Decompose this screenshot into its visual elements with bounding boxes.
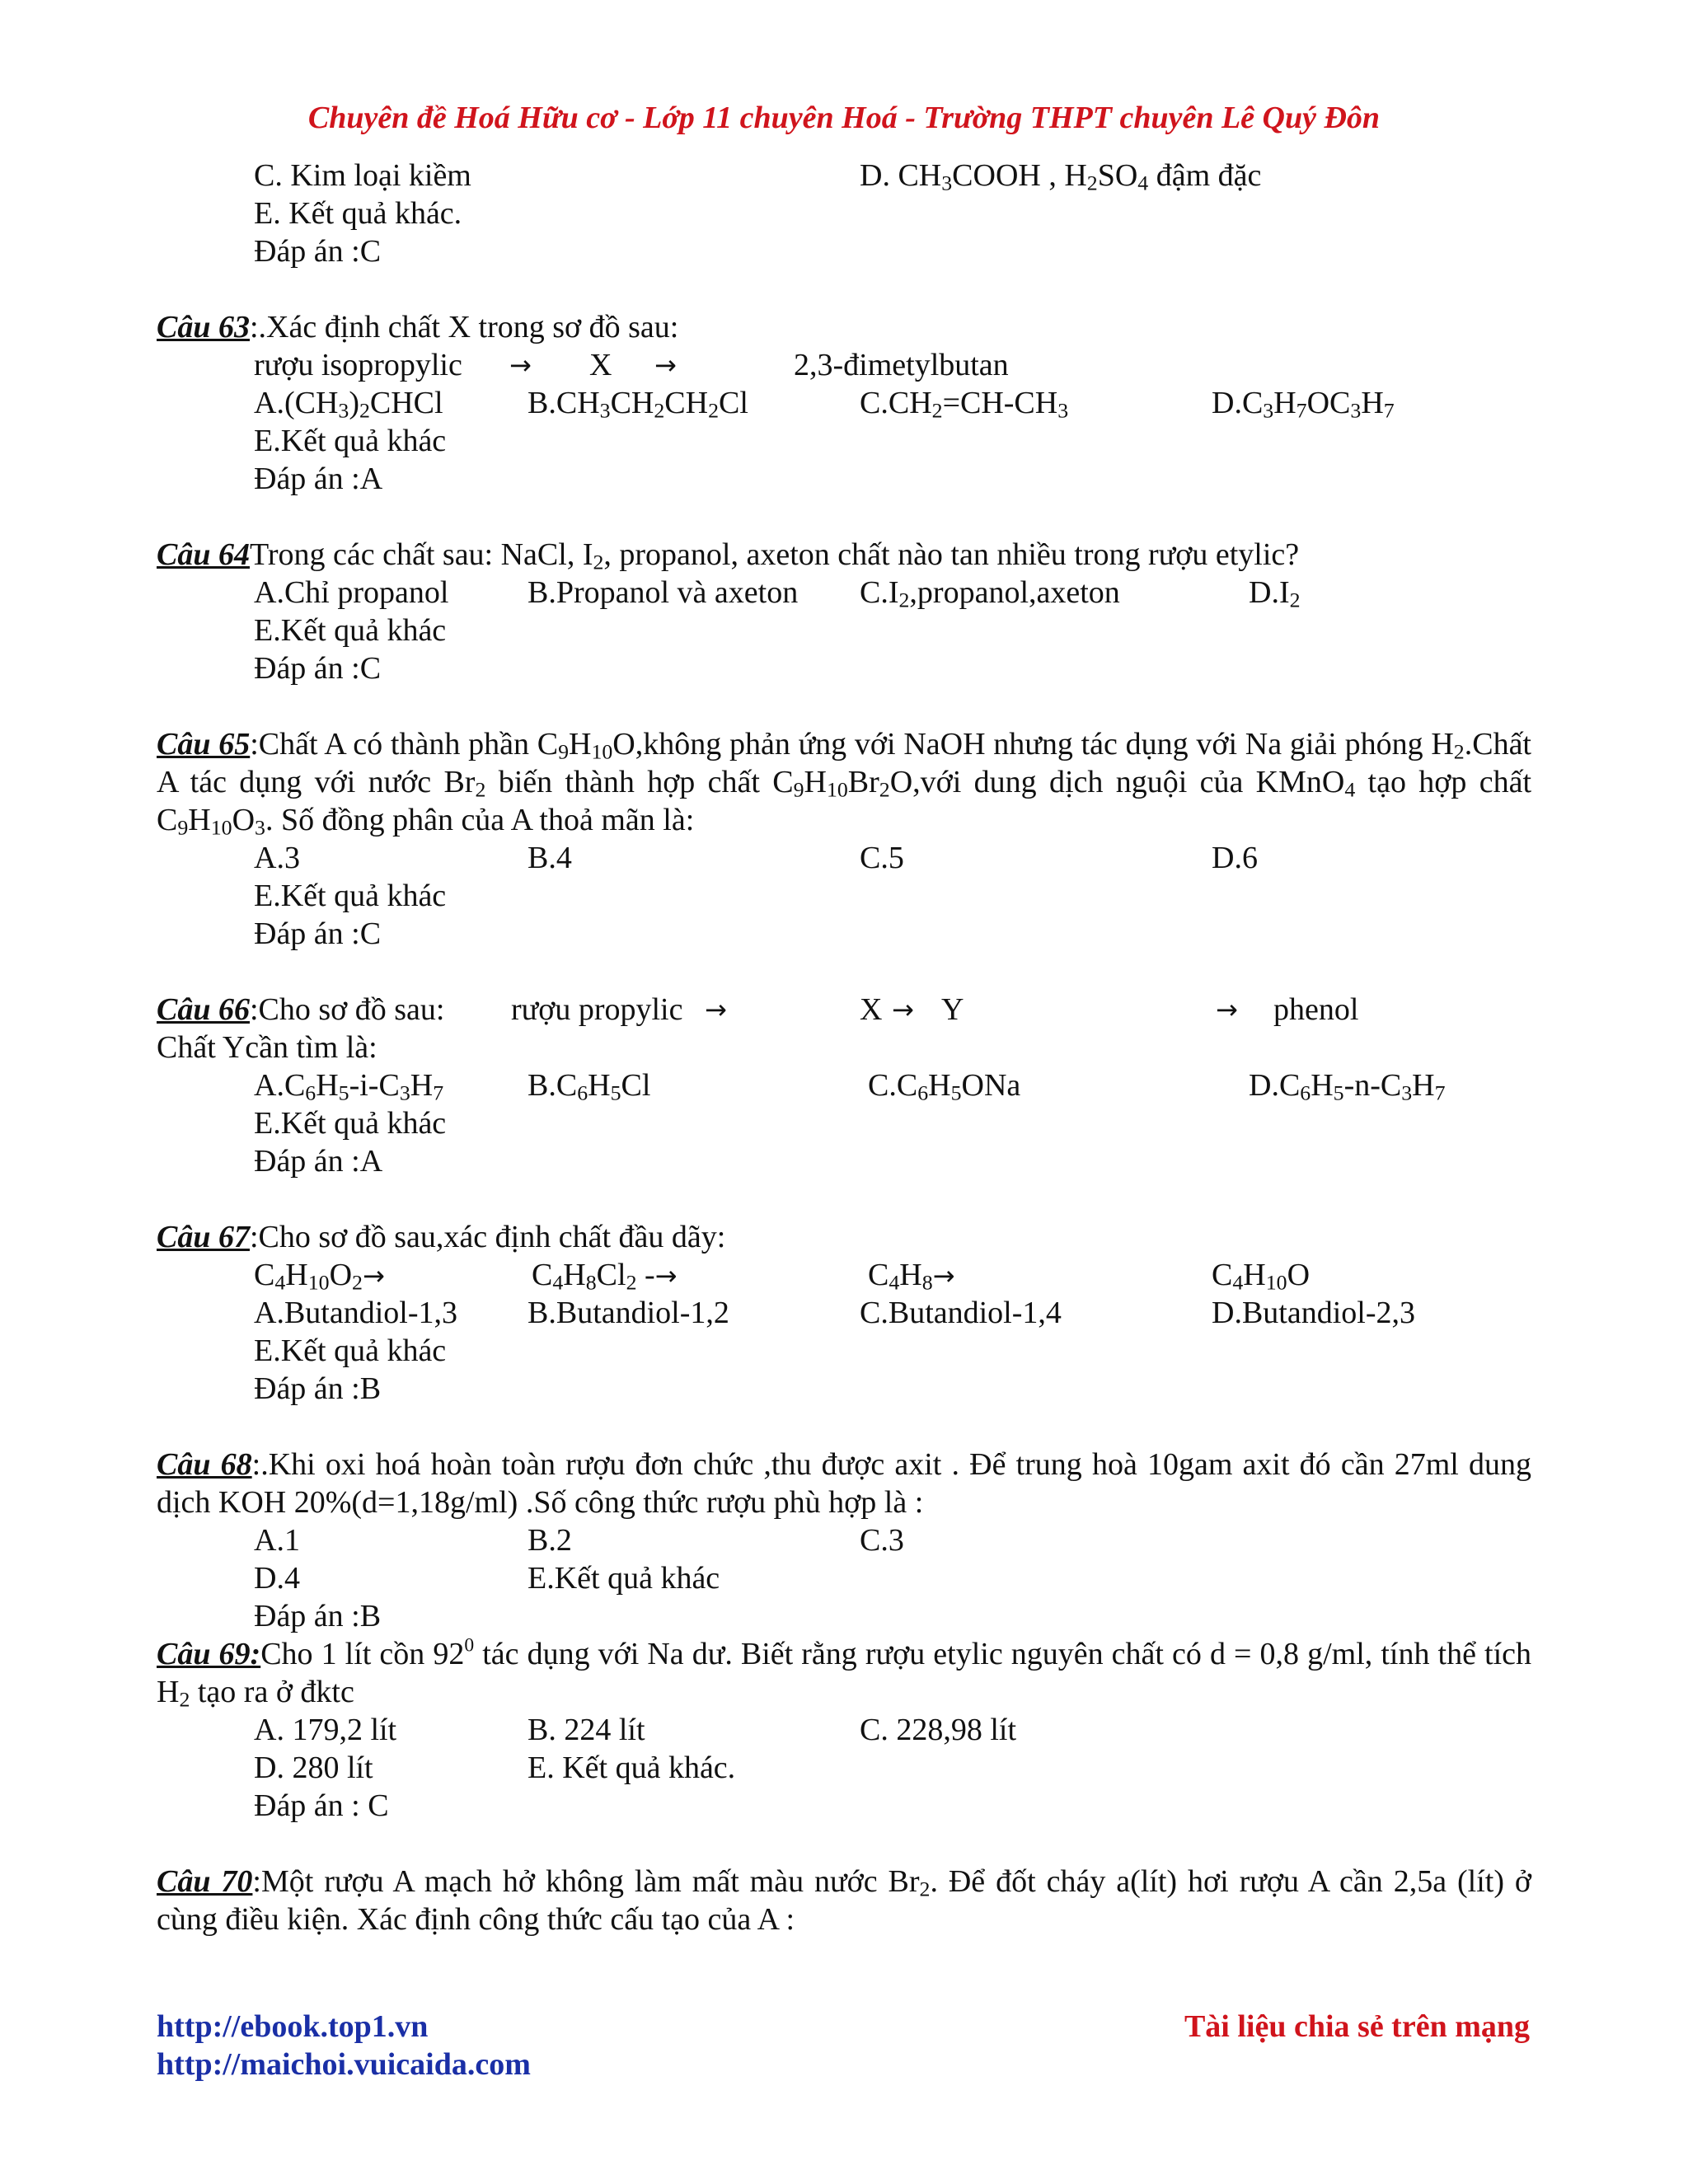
question-label: Câu 69: [157, 1637, 261, 1671]
question-68 [157, 1446, 1531, 1521]
formula-text: C.C [868, 1068, 918, 1103]
formula-text: Trong các chất sau: NaCl, I [249, 537, 593, 572]
arrow-icon: → [509, 349, 532, 381]
subscript: 2 [1289, 588, 1301, 612]
formula-text: H [410, 1068, 434, 1103]
subscript: 7 [433, 1080, 444, 1105]
formula-text: Cl [596, 1258, 626, 1292]
formula-text: D.I [1249, 575, 1290, 610]
scheme-y: Y [941, 992, 964, 1027]
subscript: 9 [793, 777, 804, 802]
subscript: 2 [352, 1270, 363, 1295]
answer: Đáp án :C [254, 234, 382, 269]
subscript: 3 [1350, 398, 1362, 423]
question-text: :Cho sơ đồ sau,xác định chất đầu dãy: [249, 1220, 726, 1254]
page-header: Chuyên đề Hoá Hữu cơ - Lớp 11 chuyên Hoá - Trường THPT chuyên Lê Quý Đôn [307, 101, 1381, 135]
option-b: B.Propanol và axeton [528, 575, 799, 610]
formula-text: SO [1097, 158, 1138, 193]
answer: Đáp án :A [254, 462, 383, 496]
option-e: E.Kết quả khác [528, 1561, 720, 1596]
formula-text: C [1212, 1258, 1233, 1292]
scheme-start: rượu propylic [511, 992, 683, 1027]
subscript: 3 [941, 171, 953, 195]
subscript: 10 [210, 815, 232, 840]
formula-text: Cl [621, 1068, 651, 1103]
formula-text: C [254, 1258, 275, 1292]
option-b: B.Butandiol-1,2 [528, 1296, 729, 1330]
option-e: E.Kết quả khác [254, 613, 447, 648]
subscript: 3 [599, 398, 611, 423]
option-e: E.Kết quả khác [254, 1333, 447, 1368]
subscript: 2 [919, 1877, 931, 1901]
option-b [528, 1066, 650, 1104]
formula-text: C [868, 1258, 889, 1292]
answer: Đáp án :C [254, 651, 382, 686]
option-c: C.5 [860, 841, 904, 875]
subscript: 5 [338, 1080, 349, 1105]
subscript: 9 [177, 815, 189, 840]
formula-text: C.CH [860, 386, 932, 420]
question-65 [157, 725, 1531, 839]
scheme-end: phenol [1273, 992, 1359, 1027]
subscript: 6 [577, 1080, 588, 1105]
answer: Đáp án :B [254, 1371, 382, 1406]
option-e: E. Kết quả khác. [254, 196, 462, 231]
option-e: E.Kết quả khác [254, 1106, 447, 1141]
footer-link-ebook[interactable]: http://ebook.top1.vn [157, 2009, 429, 2044]
formula-text: D. CH [860, 158, 942, 193]
formula-text: đậm đặc [1148, 158, 1262, 193]
formula-text: , propanol, axeton chất nào tan nhiều trong rượu etylic? [603, 537, 1300, 572]
subscript: 10 [826, 777, 848, 802]
subscript: 2 [1453, 739, 1465, 764]
formula-text: =CH-CH [942, 386, 1058, 420]
option-d [860, 157, 1261, 194]
option-e: E.Kết quả khác [254, 879, 447, 913]
subscript: 7 [1383, 398, 1395, 423]
formula-text: B.C [528, 1068, 578, 1103]
formula-text: H [1243, 1258, 1266, 1292]
option-a: A.1 [254, 1523, 300, 1558]
option-c: C.3 [860, 1523, 904, 1558]
option-d [1249, 1066, 1446, 1104]
option-c: C. Kim loại kiềm [254, 158, 471, 193]
question-text: Cho 1 lít cồn 92 [260, 1637, 465, 1671]
question-label: Câu 68 [157, 1447, 252, 1482]
subscript: 5 [610, 1080, 621, 1105]
question-text [157, 727, 1532, 840]
option-b: B.2 [528, 1523, 572, 1558]
formula-text: OC [1306, 386, 1351, 420]
option-c: C.Butandiol-1,4 [860, 1296, 1062, 1330]
subscript: 10 [307, 1270, 330, 1295]
arrow-icon: → [892, 994, 914, 1025]
subscript: 3 [255, 815, 265, 840]
option-d: D.Butandiol-2,3 [1212, 1296, 1415, 1330]
formula-text: tạo hợp chất C [157, 765, 1532, 837]
subscript: 7 [1296, 398, 1307, 423]
arrow-icon: → [1216, 994, 1238, 1025]
subscript: 3 [1401, 1080, 1413, 1105]
scheme-x: X [860, 992, 883, 1027]
formula-text: ) [349, 386, 359, 420]
formula-text: H [1361, 386, 1384, 420]
formula-text: H [563, 1258, 586, 1292]
formula-text: H [285, 1258, 308, 1292]
formula-text: Cl [719, 386, 748, 420]
subscript: 9 [558, 739, 569, 764]
formula-text: D.C [1249, 1068, 1301, 1103]
subscript: 5 [1333, 1080, 1344, 1105]
subscript: 4 [1232, 1270, 1244, 1295]
question-64 [157, 536, 1299, 574]
option-e: E.Kết quả khác [254, 424, 447, 458]
question-label: Câu 65 [157, 727, 251, 762]
option-a [254, 384, 443, 422]
formula-text: B.CH [528, 386, 600, 420]
formula-text: O,với dung dịch nguội của KMnO [889, 765, 1345, 799]
question-text [250, 537, 1299, 572]
subscript: 8 [921, 1270, 933, 1295]
formula-text: :Một rượu A mạch hở không làm mất màu nước Br [252, 1864, 920, 1899]
question-text [157, 1864, 1531, 1937]
subscript: 3 [338, 398, 349, 423]
subscript: 2 [931, 398, 943, 423]
question-label: Câu 66 [157, 992, 250, 1027]
formula-text: A.(CH [254, 386, 339, 420]
subscript: 2 [879, 777, 890, 802]
option-d: D.4 [254, 1561, 300, 1596]
formula-text: H [1273, 386, 1296, 420]
formula-text: . Để đốt cháy a(lít) hơi rượu A cần 2,5a (lít) ở cùng điều kiện. Xác định công thức cấu tạo của A : [157, 1864, 1532, 1937]
subscript: 4 [1344, 777, 1356, 802]
formula-text: COOH , H [952, 158, 1087, 193]
question-text: tạo ra ở đktc [190, 1675, 354, 1709]
answer: Đáp án :A [254, 1144, 383, 1179]
question-text: :.Khi oxi hoá hoàn toàn rượu đơn chức ,thu được axit . Để trung hoà 10gam axit đó cần 27ml dung dịch KOH 20%(d=1,18g/ml) .Số công thức rượu phù hợp là : [157, 1447, 1531, 1520]
formula-text: H [928, 1068, 951, 1103]
option-a [254, 1066, 443, 1104]
subscript: 10 [591, 739, 613, 764]
scheme-end [1212, 1256, 1310, 1294]
arrow-icon: → [654, 349, 677, 381]
option-b [528, 384, 748, 422]
subscript: 2 [708, 398, 719, 423]
subscript: 2 [1086, 171, 1098, 195]
question-text: :Cho sơ đồ sau: [249, 992, 445, 1027]
subscript: 7 [1434, 1080, 1446, 1105]
formula-text: H [568, 727, 592, 762]
formula-text: O,không phản ứng với NaOH nhưng tác dụng với Na giải phóng H [612, 727, 1454, 762]
question-text: tác dụng với Na dư. Biết rằng rượu etylic nguyên chất có d = 0,8 g/ml, tính thể tích H [157, 1637, 1531, 1709]
option-d [1212, 384, 1395, 422]
subscript: 2 [654, 398, 665, 423]
option-d: D.6 [1212, 841, 1258, 875]
formula-text: D.C [1212, 386, 1264, 420]
question-label: Câu 70 [157, 1864, 253, 1899]
subscript: 4 [1137, 171, 1149, 195]
question-label: Câu 67 [157, 1220, 250, 1254]
subscript: 6 [305, 1080, 316, 1105]
formula-text: :Chất A có thành phần C [250, 727, 559, 762]
formula-text: H [188, 803, 211, 837]
formula-text: CH [610, 386, 654, 420]
formula-text: O [232, 803, 256, 837]
subscript: 2 [179, 1687, 190, 1712]
option-a: A.Chỉ propanol [254, 575, 449, 610]
subscript: 2 [898, 588, 910, 612]
formula-text: H [1311, 1068, 1334, 1103]
option-c: C. 228,98 lít [860, 1713, 1017, 1747]
formula-text: O [1287, 1258, 1311, 1292]
subscript: 8 [585, 1270, 597, 1295]
formula-text: H [588, 1068, 611, 1103]
subscript: 6 [917, 1080, 929, 1105]
formula-text: C.I [860, 575, 899, 610]
footer-link-maichoi[interactable]: http://maichoi.vuicaida.com [157, 2047, 531, 2082]
formula-text: ONa [961, 1068, 1021, 1103]
scheme-x: X [589, 348, 612, 382]
option-d: D. 280 lít [254, 1750, 373, 1785]
option-b: B. 224 lít [528, 1713, 645, 1747]
answer: Đáp án : C [254, 1788, 389, 1823]
formula-text: . Số đồng phân của A thoả mãn là: [265, 803, 695, 837]
formula-text: A.C [254, 1068, 306, 1103]
question-text: Chất Ycần tìm là: [157, 1030, 377, 1065]
option-d [1249, 574, 1301, 612]
formula-text: biến thành hợp chất C [485, 765, 794, 799]
formula-text: C [532, 1258, 553, 1292]
scheme-step-1 [254, 1256, 385, 1295]
question-67 [157, 1218, 725, 1256]
question-label: Câu 64 [157, 537, 250, 572]
answer: Đáp án :C [254, 916, 382, 951]
option-a: A. 179,2 lít [254, 1713, 397, 1747]
subscript: 4 [552, 1270, 564, 1295]
option-b: B.4 [528, 841, 572, 875]
formula-text: H [316, 1068, 339, 1103]
question-label: Câu 63 [157, 310, 250, 344]
formula-text: - [636, 1258, 655, 1292]
subscript: 2 [593, 550, 604, 574]
formula-text: O [329, 1258, 353, 1292]
question-63 [157, 308, 678, 346]
answer: Đáp án :B [254, 1599, 382, 1633]
subscript: 2 [626, 1270, 637, 1295]
footer-note: Tài liệu chia sẻ trên mạng [1184, 2009, 1530, 2044]
subscript: 6 [1300, 1080, 1311, 1105]
question-69 [157, 1635, 1531, 1711]
formula-text: H [1412, 1068, 1435, 1103]
subscript: 3 [399, 1080, 410, 1105]
formula-text: -i-C [349, 1068, 400, 1103]
subscript: 2 [359, 398, 370, 423]
scheme-step-2 [532, 1256, 677, 1295]
scheme-start: rượu isopropylic [254, 348, 462, 382]
subscript: 5 [950, 1080, 962, 1105]
arrow-icon: → [654, 1260, 678, 1291]
scheme-end: 2,3-đimetylbutan [794, 348, 1009, 382]
subscript: 4 [889, 1270, 900, 1295]
question-text: :.Xác định chất X trong sơ đồ sau: [249, 310, 679, 344]
option-a: A.Butandiol-1,3 [254, 1296, 457, 1330]
option-c [868, 1066, 1020, 1104]
arrow-icon: → [705, 994, 727, 1025]
question-70 [157, 1863, 1531, 1938]
arrow-icon: → [362, 1260, 385, 1291]
formula-text: ,propanol,axeton [909, 575, 1120, 610]
formula-text: .Chất A tác dụng với nước Br [157, 727, 1531, 799]
formula-text: CHCl [369, 386, 443, 420]
arrow-icon: → [932, 1260, 955, 1291]
formula-text: CH [664, 386, 709, 420]
option-e: E. Kết quả khác. [528, 1750, 736, 1785]
subscript: 3 [1057, 398, 1069, 423]
question-66 [157, 991, 444, 1029]
formula-text: Br [847, 765, 879, 799]
formula-text: H [804, 765, 827, 799]
subscript: 3 [1263, 398, 1274, 423]
subscript: 10 [1265, 1270, 1287, 1295]
formula-text: -n-C [1343, 1068, 1402, 1103]
formula-text: H [899, 1258, 922, 1292]
subscript: 2 [475, 777, 486, 802]
scheme-step-3 [868, 1256, 954, 1295]
option-c [860, 384, 1068, 422]
option-c [860, 574, 1120, 612]
superscript: 0 [464, 1634, 475, 1657]
option-a: A.3 [254, 841, 300, 875]
subscript: 4 [274, 1270, 286, 1295]
